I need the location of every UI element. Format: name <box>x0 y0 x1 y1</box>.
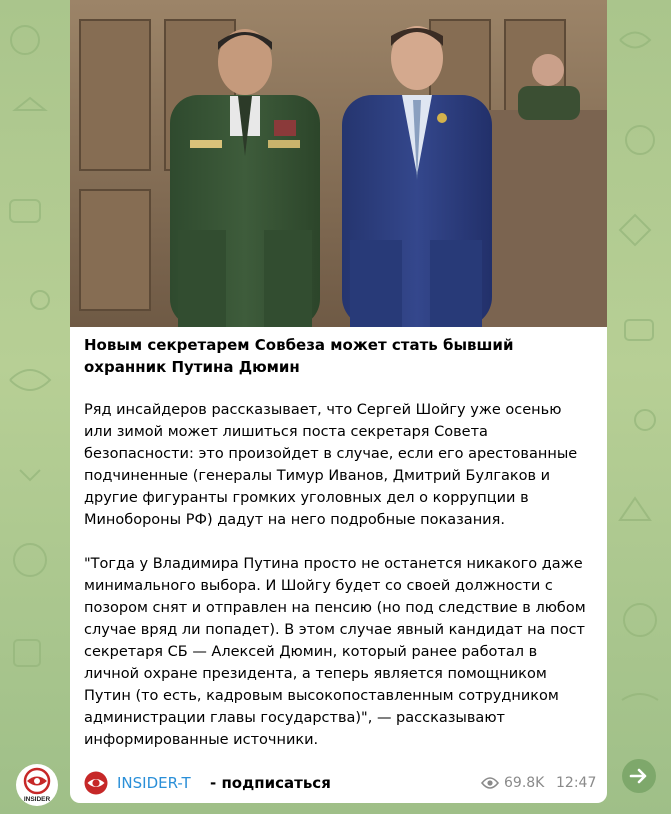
avatar-label: INSIDER <box>23 796 51 803</box>
share-button[interactable] <box>622 759 656 793</box>
post-time: 12:47 <box>556 775 597 791</box>
post-photo[interactable] <box>70 0 607 327</box>
channel-avatar[interactable] <box>16 764 58 806</box>
eye-icon <box>481 777 499 789</box>
message-bubble <box>70 0 607 803</box>
insider-eye-logo-icon <box>84 771 108 795</box>
post-title: Новым секретарем Совбеза может стать бывший охранник Путина Дюмин <box>84 336 514 376</box>
post-paragraph-1: Ряд инсайдеров рассказывает, что Сергей Шойгу уже осенью или зимой может лишиться поста секретаря Совета безопасности: это произойдет в случае, если его арестованные подчиненные (генералы Тимур Иванов, Дмитрий Булгаков и другие фигуранты громких уголовных дел о коррупции в Минобороны РФ) дадут на него подробные показания. <box>84 402 578 528</box>
views-count: 69.8K <box>504 775 545 791</box>
post-footer <box>84 771 599 795</box>
channel-link[interactable]: INSIDER-T <box>117 774 191 792</box>
subscribe-text: - подписаться <box>210 774 331 792</box>
post-paragraph-2: "Тогда у Владимира Путина просто не останется никакого даже минимального выбора. И Шойгу будет со своей должности с позором снят и отправлен на пенсию (но под следствие в любом случае вряд ли попадет). В этом случае явный кандидат на пост секретаря СБ — Алексей Дюмин, который ранее работал в личной охране президента, а теперь является помощником Путин (то есть, кадровым высокопоставленным сотрудником администрации главы государства)", — рассказывают информированные источники. <box>84 556 586 748</box>
